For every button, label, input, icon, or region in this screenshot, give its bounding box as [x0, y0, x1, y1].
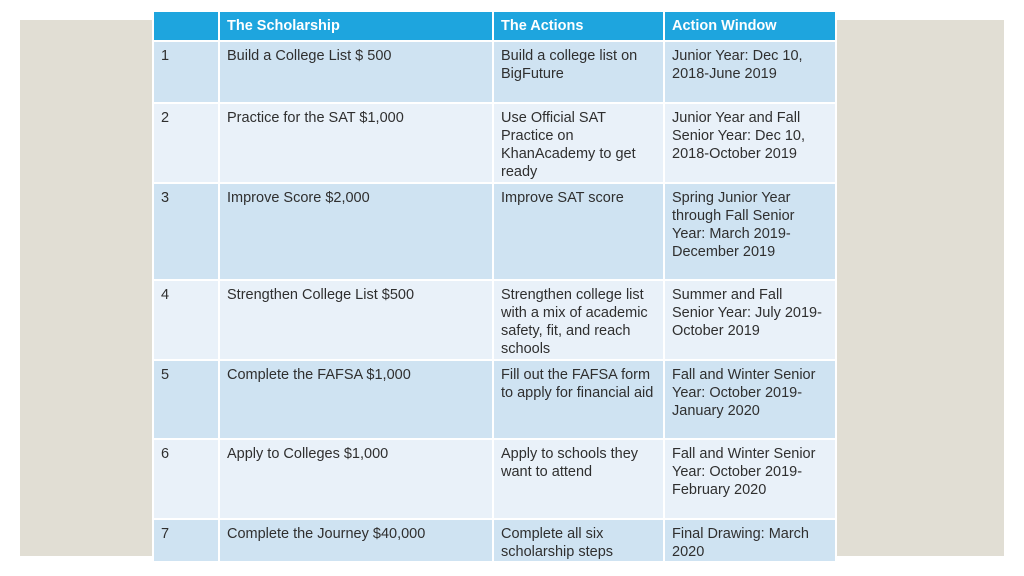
row-number: 3 [153, 183, 219, 280]
scholarship-cell: Improve Score $2,000 [219, 183, 493, 280]
header-scholarship: The Scholarship [219, 11, 493, 41]
window-cell: Junior Year and Fall Senior Year: Dec 10, 2018-October 2019 [664, 103, 836, 183]
table-row [153, 360, 836, 439]
action-cell: Strengthen college list with a mix of academic safety, fit, and reach schools [493, 280, 664, 360]
header-action-window: Action Window [664, 11, 836, 41]
scholarship-cell: Build a College List $ 500 [219, 41, 493, 103]
window-cell: Final Drawing: March 2020 [664, 519, 836, 562]
action-cell: Complete all six scholarship steps [493, 519, 664, 562]
action-cell: Improve SAT score [493, 183, 664, 280]
row-number: 6 [153, 439, 219, 519]
header-actions: The Actions [493, 11, 664, 41]
action-cell: Build a college list on BigFuture [493, 41, 664, 103]
table-row [153, 280, 836, 360]
scholarship-cell: Strengthen College List $500 [219, 280, 493, 360]
row-number: 2 [153, 103, 219, 183]
table-header-row [153, 11, 836, 41]
scholarship-cell: Complete the FAFSA $1,000 [219, 360, 493, 439]
window-cell: Summer and Fall Senior Year: July 2019-October 2019 [664, 280, 836, 360]
row-number: 4 [153, 280, 219, 360]
table-row [153, 519, 836, 562]
table-row [153, 183, 836, 280]
table-row [153, 41, 836, 103]
action-cell: Use Official SAT Practice on KhanAcademy to get ready [493, 103, 664, 183]
window-cell: Fall and Winter Senior Year: October 2019-January 2020 [664, 360, 836, 439]
window-cell: Fall and Winter Senior Year: October 2019-February 2020 [664, 439, 836, 519]
scholarship-cell: Complete the Journey $40,000 [219, 519, 493, 562]
row-number: 5 [153, 360, 219, 439]
window-cell: Junior Year: Dec 10, 2018-June 2019 [664, 41, 836, 103]
scholarship-cell: Practice for the SAT $1,000 [219, 103, 493, 183]
row-number: 7 [153, 519, 219, 562]
action-cell: Fill out the FAFSA form to apply for financial aid [493, 360, 664, 439]
scholarship-cell: Apply to Colleges $1,000 [219, 439, 493, 519]
header-number [153, 11, 219, 41]
table-row [153, 439, 836, 519]
window-cell: Spring Junior Year through Fall Senior Year: March 2019-December 2019 [664, 183, 836, 280]
table-row [153, 103, 836, 183]
action-cell: Apply to schools they want to attend [493, 439, 664, 519]
scholarship-table [152, 10, 837, 563]
row-number: 1 [153, 41, 219, 103]
